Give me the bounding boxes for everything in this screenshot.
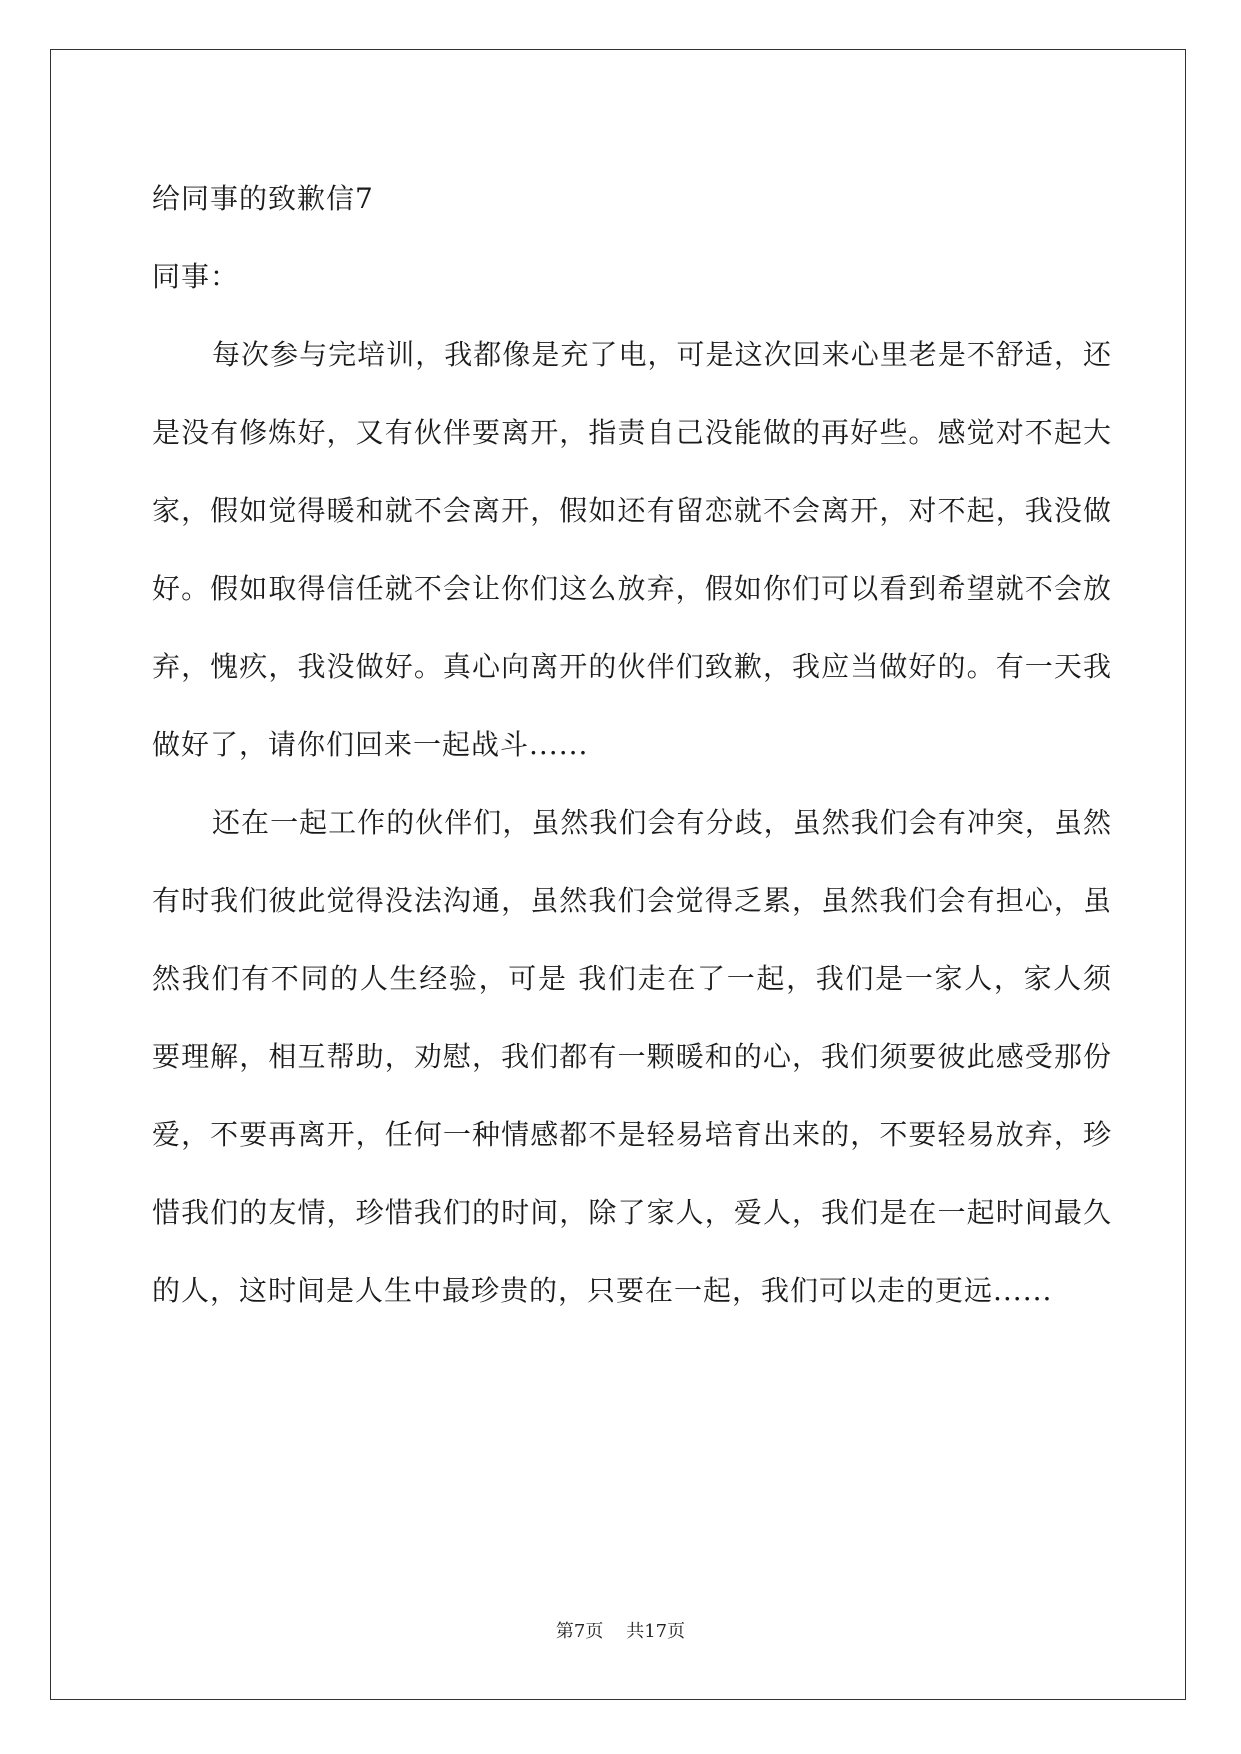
salutation: 同事： xyxy=(152,260,240,293)
paragraph-1: 每次参与完培训，我都像是充了电，可是这次回来心里老是不舒适，还是没有修炼好，又有伙伴要离开，指责自己没能做的再好些。感觉对不起大家，假如觉得暖和就不会离开，假如还有留恋就不会离开，对不起，我没做好。假如取得信任就不会让你们这么放弃，假如你们可以看到希望就不会放弃，愧疚，我没做好。真心向离开的伙伴们致歉，我应当做好的。有一天我做好了，请你们回来一起战斗...... xyxy=(152,338,1112,761)
page-number: 第7页 共17页 xyxy=(555,1621,686,1642)
document-body xyxy=(152,160,1112,1330)
document-title: 给同事的致歉信7 xyxy=(152,182,374,215)
paragraph-2: 还在一起工作的伙伴们，虽然我们会有分歧，虽然我们会有冲突，虽然有时我们彼此觉得没法沟通，虽然我们会觉得乏累，虽然我们会有担心，虽然我们有不同的人生经验，可是 我们走在了一起，我们是一家人，家人须要理解，相互帮助，劝慰，我们都有一颗暖和的心，我们须要彼此感受那份爱，不要再离开，任何一种情感都不是轻易培育出来的，不要轻易放弃，珍惜我们的友情，珍惜我们的时间，除了家人，爱人，我们是在一起时间最久的人，这时间是人生中最珍贵的，只要在一起，我们可以走的更远...... xyxy=(152,806,1112,1307)
